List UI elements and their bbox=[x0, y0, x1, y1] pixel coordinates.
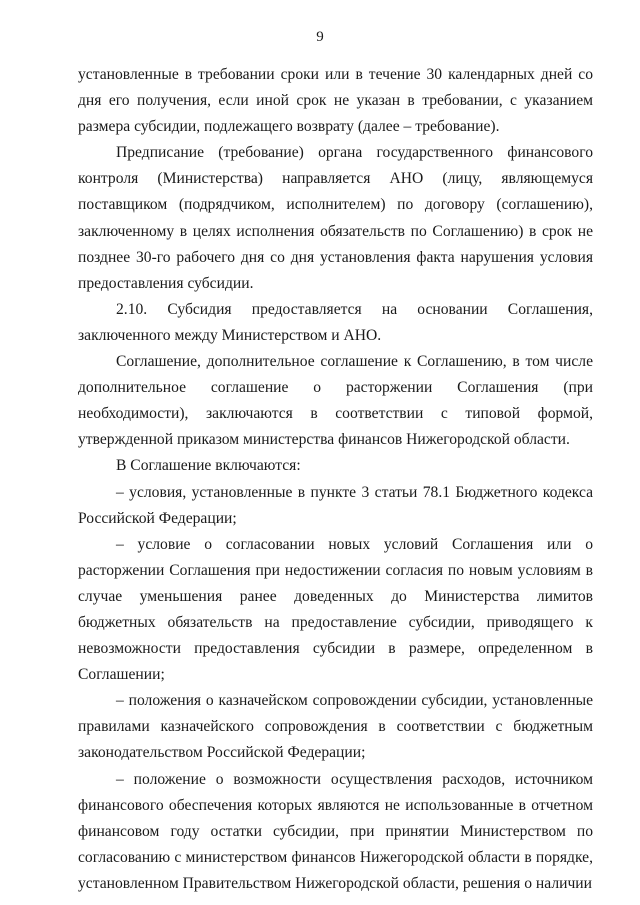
document-body bbox=[78, 62, 593, 897]
page-number: 9 bbox=[316, 29, 324, 45]
paragraph-continuation: установленные в требовании сроки или в течение 30 календарных дней со дня его получения, если иной срок не указан в требовании, с указанием размера субсидии, подлежащего возврату (далее – требование). bbox=[78, 66, 593, 136]
paragraph-prescription: Предписание (требование) органа государственного финансового контроля (Министерства) направляется АНО (лицу, являющемуся поставщиком (подрядчиком, исполнителем) по договору (соглашению), заключенному в целях исполнения обязательств по Соглашению) в срок не позднее 30-го рабочего дня со дня установления факта нарушения условия предоставления субсидии. bbox=[78, 144, 593, 292]
list-item-conditions: – условия, установленные в пункте 3 статьи 78.1 Бюджетного кодекса Российской Федерации; bbox=[78, 483, 593, 527]
list-item-new-conditions: – условие о согласовании новых условий Соглашения или о расторжении Соглашения при недостижении согласия по новым условиям в случае уменьшения ранее доведенных до Министерства лимитов бюджетных обязательств на предоставление субсидии, приводящего к невозможности предоставления субсидии в размере, определенном в Соглашении; bbox=[78, 535, 593, 684]
paragraph-agreement-form: Соглашение, дополнительное соглашение к Соглашению, в том числе дополнительное соглашение о расторжении Соглашения (при необходимости), заключаются в соответствии с типовой формой, утвержденной приказом министерства финансов Нижегородской области. bbox=[78, 353, 593, 449]
paragraph-agreement-includes: В Соглашение включаются: bbox=[116, 457, 301, 475]
list-item-unused-balance: – положение о возможности осуществления расходов, источником финансового обеспечения которых являются не использованные в отчетном финансовом году остатки субсидии, при принятии Министерством по согласованию с министерством финансов Нижегородской области в порядке, установленном Правительством Нижегородской области, решения о наличии bbox=[78, 770, 593, 892]
paragraph-clause-2-10: 2.10. Субсидия предоставляется на основании Соглашения, заключенного между Министерством и АНО. bbox=[78, 300, 593, 344]
list-item-treasury-support: – положения о казначейском сопровождении субсидии, установленные правилами казначейского сопровождения в соответствии с бюджетным законодательством Российской Федерации; bbox=[78, 692, 593, 762]
